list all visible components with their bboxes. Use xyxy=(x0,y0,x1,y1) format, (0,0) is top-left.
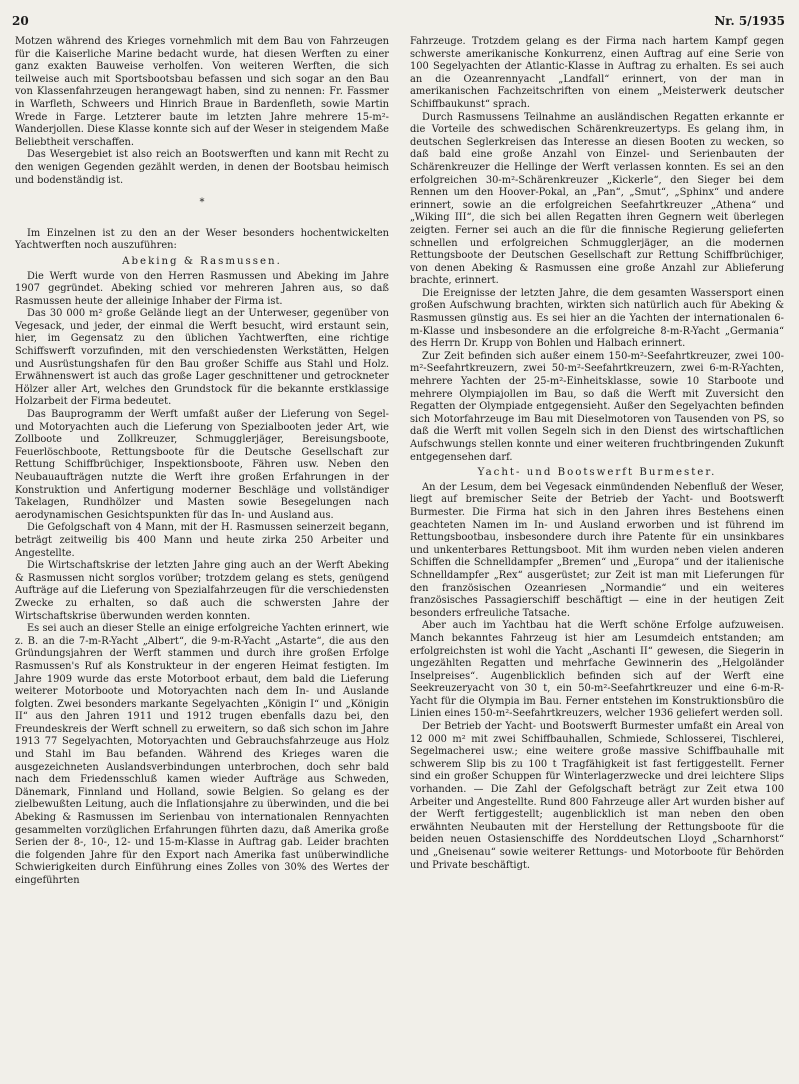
paragraph: Motzen während des Krieges vornehmlich mit dem Bau von Fahrzeugen für die Kaiserliche Marine bedacht wurde, hat diesen Werften zu einer ganz exakten Bauweise verholfen. Von weiteren Werften, die sich teilweise auch mit Sportsbootsbau befassen und sich sogar an den Bau von Klassenfahrzeugen herangewagt haben, sind zu nennen: Fr. Fassmer in Warfleth, Schweers und Hinrich Braue in Bardenfleth, sowie Martin Wrede in Farge. Letzterer baute im letzten Jahre mehrere 15-m²-Wanderjollen. Diese Klasse konnte sich auf der Weser in steigendem Maße Beliebtheit verschaffen. xyxy=(15,36,389,148)
left-column xyxy=(15,36,389,888)
paragraph: Die Werft wurde von den Herren Rasmussen und Abeking im Jahre 1907 gegründet. Abeking schied vor mehreren Jahren aus, so daß Rasmussen heute der alleinige Inhaber der Firma ist. xyxy=(15,270,389,307)
paragraph: Das 30 000 m² große Gelände liegt an der Unterweser, gegenüber von Vegesack, und jeder, der einmal die Werft besucht, wird erstaunt sein, hier, im Gegensatz zu den üblichen Yachtwerften, eine richtige Schiffswerft vorzufinden, mit den verschiedensten Werkstätten, Helgen und Ausrüstungshafen für den Bau großer Schiffe aus Stahl und Holz. Erwähnenswert ist auch das große Lager geschnittener und getrockneter Hölzer aller Art, welches den Grundstock für die bekannte erstklassige Holzarbeit der Firma bedeutet. xyxy=(15,308,389,408)
page-number: 20 xyxy=(12,14,29,28)
paragraph: Es sei auch an dieser Stelle an einige erfolgreiche Yachten erinnert, wie z. B. an die 7-m-R-Yacht „Albert“, die 9-m-R-Yacht „Astarte“, die aus den Gründungsjahren der Werft stammen und durch ihre großen Erfolge Rasmussen's Ruf als Konstrukteur in der engeren Heimat festigten. Im Jahre 1909 wurde das erste Motorboot erbaut, dem bald die Lieferung weiterer Motorboote und Motoryachten nach dem In- und Auslande folgten. Zwei besonders markante Segelyachten „Königin I“ und „Königin II“ aus den Jahren 1911 und 1912 trugen ebenfalls dazu bei, den Freundeskreis der Werft schnell zu erweitern, so daß sich schon im Jahre 1913 77 Segelyachten, Motoryachten und Gebrauchsfahrzeuge aus Holz und Stahl im Bau befanden. Während des Krieges waren die ausgezeichneten Auslandsverbindungen unterbrochen, doch sehr bald nach dem Friedensschluß kamen wieder Aufträge aus Schweden, Dänemark, Finnland und Holland, sowie Belgien. So gelang es der zielbewußten Leitung, auch die Inflationsjahre zu überwinden, und die bei Abeking & Rasmussen im Serienbau von internationalen Rennyachten gesammelten vorzüglichen Erfahrungen führten dazu, daß Amerika große Serien der 8-, 10-, 12- und 15-m-Klasse in Auftrag gab. Leider brachten die folgenden Jahre für den Export nach Amerika fast unüberwindliche Schwierigkeiten durch Einführung eines Zolles von 30% des Wertes der eingeführten xyxy=(15,623,389,886)
right-column xyxy=(410,36,784,872)
paragraph: Aber auch im Yachtbau hat die Werft schöne Erfolge aufzuweisen. Manch bekanntes Fahrzeug ist hier am Lesumdeich entstanden; am erfolgreichsten ist wohl die Yacht „Aschanti II“ gewesen, die Siegerin in ungezählten Regatten und mehrfache Gewinnerin des „Helgoländer Inselpreises“. Augenblicklich befinden sich auf der Werft eine Seekreuzeryacht von 30 t, ein 50-m²-Seefahrtkreuzer und eine 6-m-R-Yacht für die Olympia im Bau. Ferner entstehen im Konstruktionsbüro die Linien eines 150-m²-Seefahrtkreuzers, welcher 1936 geliefert werden soll. xyxy=(410,620,784,720)
paragraph: Die Ereignisse der letzten Jahre, die dem gesamten Wassersport einen großen Aufschwung brachten, wirkten sich natürlich auch für Abeking & Rasmussen günstig aus. Es sei hier an die Yachten der internationalen 6-m-Klasse und insbesondere an die erfolgreiche 8-m-R-Yacht „Germania“ des Herrn Dr. Krupp von Bohlen und Halbach erinnert. xyxy=(410,287,784,350)
issue-number: Nr. 5/1935 xyxy=(714,14,785,28)
paragraph: Durch Rasmussens Teilnahme an ausländischen Regatten erkannte er die Vorteile des schwedischen Schärenkreuzertyps. Es gelang ihm, in deutschen Seglerkreisen das Interesse an diesen Booten zu wecken, so daß bald eine große Anzahl von Einzel- und Serienbauten der Schärenkreuzer die Hellinge der Werft verlassen konnten. Es sei an den erfolgreichen 30-m²-Schärenkreuzer „Kickerle“, den Sieger bei dem Rennen um den Hoover-Pokal, an „Pan“, „Smut“, „Sphinx“ und andere erinnert, sowie an die erfolgreichen Seefahrtkreuzer „Athena“ und „Wiking III“, die sich bei allen Regatten ihren Gegnern weit überlegen zeigten. Ferner sei auch an die für die finnische Regierung gelieferten schnellen und erfolgreichen Schmugglerjäger, an die modernen Rettungsboote der Deutschen Gesellschaft zur Rettung Schiffbrüchiger, von denen Abeking & Rasmussen eine große Anzahl zur Ablieferung brachte, erinnert. xyxy=(410,111,784,287)
section-heading: Abeking & Rasmussen. xyxy=(122,255,282,267)
paragraph: Die Wirtschaftskrise der letzten Jahre ging auch an der Werft Abeking & Rasmussen nicht sorglos vorüber; trotzdem gelang es stets, genügend Aufträge auf die Lieferung von Spezialfahrzeugen für die verschiedensten Zwecke zu erhalten, so daß auch die schwersten Jahre der Wirtschaftskrise überwunden werden konnten. xyxy=(15,560,389,622)
paragraph: Zur Zeit befinden sich außer einem 150-m²-Seefahrtkreuzer, zwei 100-m²-Seefahrtkreuzern, zwei 50-m²-Seefahrtkreuzern, zwei 6-m-R-Yachten, mehrere Yachten der 25-m²-Einheitsklasse, sowie 10 Starboote und mehrere Olympiajollen im Bau, so daß die Werft mit Zuversicht den Regatten der Olympiade entgegensieht. Außer den Segelyachten befinden sich Motorfahrzeuge im Bau mit Dieselmotoren von Tausenden von PS, so daß die Werft mit vollen Segeln sich in den Dienst des wirtschaftlichen Aufschwungs stellen konnte und einer weiteren fruchtbringenden Zukunft entgegensehen darf. xyxy=(410,350,784,463)
page-header xyxy=(12,14,785,34)
paragraph: Fahrzeuge. Trotzdem gelang es der Firma nach hartem Kampf gegen schwerste amerikanische Konkurrenz, einen Auftrag auf eine Serie von 100 Segelyachten der Atlantic-Klasse in Auftrag zu erhalten. Es sei auch an die Ozeanrennyacht „Landfall“ erinnert, von der man in amerikanischen Fachzeitschriften von einem „Meisterwerk deutscher Schiffbaukunst“ sprach. xyxy=(410,36,784,110)
paragraph: Die Gefolgschaft von 4 Mann, mit der H. Rasmussen seinerzeit begann, beträgt zeitweilig bis 400 Mann und heute zirka 250 Arbeiter und Angestellte. xyxy=(15,522,389,559)
paragraph: An der Lesum, dem bei Vegesack einmündenden Nebenfluß der Weser, liegt auf bremischer Seite der Betrieb der Yacht- und Bootswerft Burmester. Die Firma hat sich in den Jahren ihres Bestehens einen geachteten Namen im In- und Ausland erworben und ist führend im Rettungsbootbau, insbesondere durch ihre Patente für ein unsinkbares und unkenterbares Rettungsboot. Mit ihm wurden neben vielen anderen Schiffen die Schnelldampfer „Bremen“ und „Europa“ und der italienische Schnelldampfer „Rex“ ausgerüstet; zur Zeit ist man mit Lieferungen für den französischen Ozeanriesen „Normandie“ und ein weiteres französisches Passagierschiff beschäftigt — eine in der heutigen Zeit besonders erfreuliche Tatsache. xyxy=(410,481,784,619)
paragraph: Das Wesergebiet ist also reich an Bootswerften und kann mit Recht zu den wenigen Gegenden gezählt werden, in denen der Bootsbau heimisch und bodenständig ist. xyxy=(15,149,389,186)
paragraph: Der Betrieb der Yacht- und Bootswerft Burmester umfaßt ein Areal von 12 000 m² mit zwei Schiffbauhallen, Schmiede, Schlosserei, Tischlerei, Segelmacherei usw.; eine weitere große massive Schiffbauhalle mit schwerem Slip bis zu 100 t Tragfähigkeit ist fast fertiggestellt. Ferner sind ein großer Schuppen für Winterlagerzwecke und drei leichtere Slips vorhanden. — Die Zahl der Gefolgschaft beträgt zur Zeit etwa 100 Arbeiter und Angestellte. Rund 800 Fahrzeuge aller Art wurden bisher auf der Werft fertiggestellt; augenblicklich ist man neben den oben erwähnten Neubauten mit der Herstellung der Rettungsboote für die beiden neuen Ostasienschiffe des Norddeutschen Lloyd „Scharnhorst“ und „Gneisenau“ sowie weiterer Rettungs- und Motorboote für Behörden und Private beschäftigt. xyxy=(410,721,784,871)
paragraph: Im Einzelnen ist zu den an der Weser besonders hochentwickelten Yachtwerften noch auszuführen: xyxy=(15,227,389,252)
section-heading: Yacht- und Bootswerft Burmester. xyxy=(477,467,717,479)
section-separator: * xyxy=(199,197,205,209)
paragraph: Das Bauprogramm der Werft umfaßt außer der Lieferung von Segel- und Motoryachten auch die Lieferung von Spezialbooten jeder Art, wie Zollboote und Zollkreuzer, Schmugglerjäger, Bereisungsboote, Feuerlöschboote, Rettungsboote für die Deutsche Gesellschaft zur Rettung Schiffbrüchiger, Inspektionsboote, Fähren usw. Neben den Neubauaufträgen nutzte die Werft ihre großen Erfahrungen in der Konstruktion und Anfertigung moderner Beschläge und vollständiger Takelagen, Rundhölzer und Masten sowie Besegelungen nach aerodynamischen Gesichtspunkten für das In- und Ausland aus. xyxy=(15,409,389,521)
